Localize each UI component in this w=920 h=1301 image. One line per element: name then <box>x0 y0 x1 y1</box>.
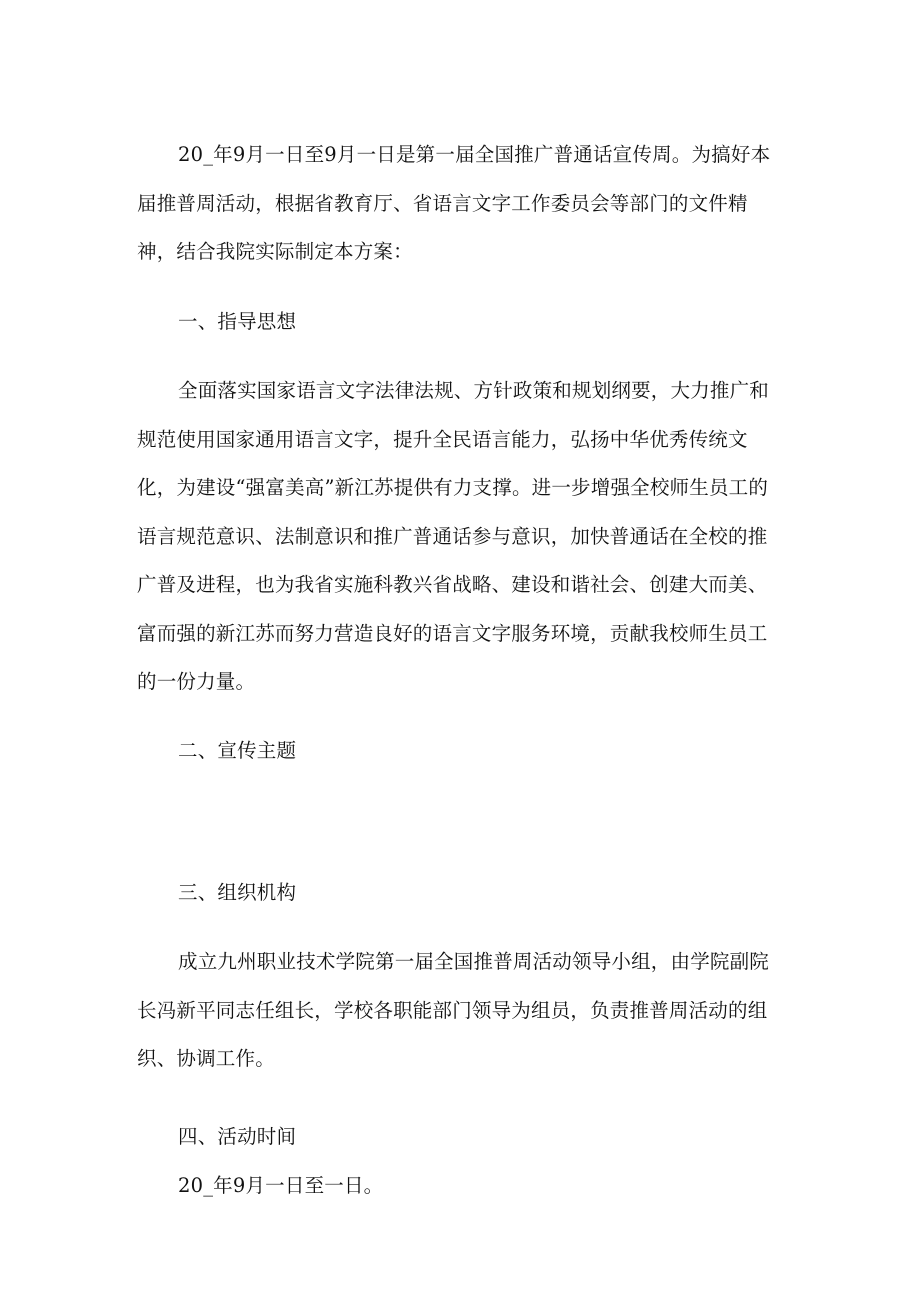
section-heading-theme: 二、宣传主题 <box>178 739 297 762</box>
section-heading-guiding-ideology: 一、指导思想 <box>178 310 297 333</box>
section-heading-organization: 三、组织机构 <box>178 881 297 904</box>
section-body-organization: 成立九州职业技术学院第一届全国推普周活动领导小组，由学院副院长冯新平同志任组长，学校各职能部门领导为组员，负责推普周活动的组织、协调工作。 <box>137 950 770 1070</box>
intro-paragraph: 20_年9月一日至9月一日是第一届全国推广普通话宣传周。为搞好本届推普周活动，根据省教育厅、省语言文字工作委员会等部门的文件精神，结合我院实际制定本方案： <box>137 143 771 263</box>
section-heading-activity-time: 四、活动时间 <box>178 1125 297 1148</box>
section-body-guiding-ideology: 全面落实国家语言文字法律法规、方针政策和规划纲要，大力推广和规范使用国家通用语言文字，提升全民语言能力，弘扬中华优秀传统文化，为建设“强富美高”新江苏提供有力支撑。进一步增强全校师生员工的语言规范意识、法制意识和推广普通话参与意识，加快普通话在全校的推广普及进程，也为我省实施科教兴省战略、建设和谐社会、创建大而美、富而强的新江苏而努力营造良好的语言文字服务环境，贡献我校师生员工的一份力量。 <box>137 379 770 693</box>
section-body-activity-time: 20_年9月一日至一日。 <box>178 1174 384 1197</box>
